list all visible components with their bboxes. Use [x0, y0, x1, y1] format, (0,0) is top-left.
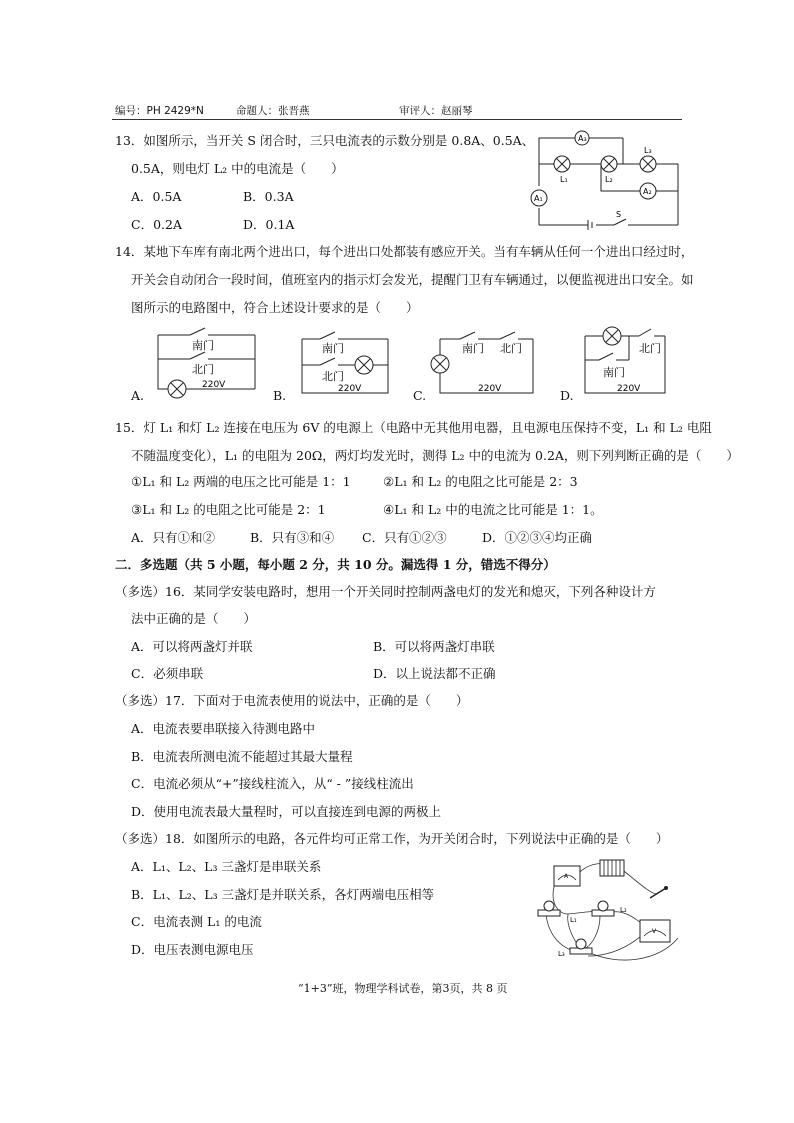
q14-d-north: 北门 — [639, 342, 661, 355]
q14-circuit-d — [577, 322, 677, 400]
q14-line2: 开关会自动闭合一段时间，值班室内的指示灯会发光，提醒门卫有车辆通过，以便监视进出口安全。如 — [131, 272, 694, 287]
q16-option-c: C．必须串联 — [131, 666, 204, 681]
q15-option-b: B．只有③和④ — [250, 530, 335, 545]
reviewer: 审评人：赵丽琴 — [399, 105, 473, 117]
q18-option-c: C．电流表测 L₁ 的电流 — [131, 914, 262, 929]
q15-line2: 不随温度变化），L₁ 的电阻为 20Ω，两灯均发光时，测得 L₂ 中的电流为 0.2A，则下列判断正确的是（ ） — [131, 448, 739, 463]
q14-option-d: D. — [560, 388, 574, 403]
q16-line2: 法中正确的是（ ） — [131, 611, 257, 626]
q14-line3: 图所示的电路图中，符合上述设计要求的是（ ） — [131, 300, 419, 315]
q18-l2-label: L₂ — [620, 906, 627, 914]
q17-option-c: C．电流必须从“+”接线柱流入，从“ - ”接线柱流出 — [131, 776, 414, 791]
q17-option-b: B．电流表所测电流不能超过其最大量程 — [131, 749, 353, 764]
q14-option-a: A. — [131, 388, 145, 403]
q14-a-voltage: 220V — [202, 380, 226, 390]
q13-circuit-diagram — [528, 128, 688, 230]
q17-option-d: D．使用电流表最大量程时，可以直接连到电源的两极上 — [131, 804, 442, 819]
q13-option-b: B．0.3A — [243, 189, 294, 204]
q14-option-c: C. — [413, 388, 427, 403]
q13-a1-label: A₁ — [534, 194, 543, 203]
q18-line1: （多选）18．如图所示的电路，各元件均可正常工作，为开关闭合时，下列说法中正确的是（ ） — [115, 831, 669, 846]
q15-statement-2: ②L₁ 和 L₂ 的电阻之比可能是 2：3 — [383, 474, 578, 489]
q18-option-b: B．L₁、L₂、L₃ 三盏灯是并联关系，各灯两端电压相等 — [131, 887, 435, 902]
q17-option-a: A．电流表要串联接入待测电路中 — [131, 721, 316, 736]
q14-circuit-b — [290, 325, 400, 400]
page-footer: “1+3”班，物理学科试卷，第3页，共 8 页 — [298, 982, 508, 995]
q14-c-north: 北门 — [500, 342, 522, 355]
q17-line1: （多选）17．下面对于电流表使用的说法中，正确的是（ ） — [115, 693, 469, 708]
q15-option-c: C．只有①②③ — [362, 530, 447, 545]
q13-line1: 13．如图所示，当开关 S 闭合时，三只电流表的示数分别是 0.8A、0.5A、 — [115, 133, 535, 148]
q18-circuit-diagram — [528, 852, 688, 972]
q18-l1-label: L₁ — [570, 916, 577, 924]
q13-l2-label: L₂ — [605, 175, 613, 184]
q18-voltmeter-label: V — [652, 928, 657, 935]
q15-line1: 15．灯 L₁ 和灯 L₂ 连接在电压为 6V 的电源上（电路中无其他用电器，且电源电压保持不变，L₁ 和 L₂ 电阻 — [115, 420, 712, 435]
header-rule — [112, 119, 682, 120]
q15-statement-3: ③L₁ 和 L₂ 的电阻之比可能是 2：1 — [131, 502, 326, 517]
q14-d-south: 南门 — [603, 366, 625, 379]
q13-option-a: A．0.5A — [131, 189, 182, 204]
q14-b-voltage: 220V — [338, 384, 362, 394]
q18-option-d: D．电压表测电源电压 — [131, 942, 254, 957]
q18-option-a: A．L₁、L₂、L₃ 三盏灯是串联关系 — [131, 859, 322, 874]
q13-a3-label: A₃ — [578, 134, 587, 143]
q13-s-label: S — [616, 210, 622, 219]
q14-a-south: 南门 — [192, 339, 214, 352]
q15-option-d: D．①②③④均正确 — [482, 530, 593, 545]
q14-circuit-c — [428, 325, 548, 400]
exam-code: 编号：PH 2429*N — [115, 105, 204, 117]
q13-l3-label: L₃ — [644, 146, 652, 155]
section-2-title: 二．多选题（共 5 小题，每小题 2 分，共 10 分。漏选得 1 分，错选不得分） — [115, 557, 556, 572]
q15-statement-1: ①L₁ 和 L₂ 两端的电压之比可能是 1：1 — [131, 474, 351, 489]
q14-line1: 14．某地下车库有南北两个进出口，每个进出口处都装有感应开关。当有车辆从任何一个进出口经过时， — [115, 244, 694, 259]
q15-option-a: A．只有①和② — [131, 530, 216, 545]
q14-b-south: 南门 — [322, 342, 344, 355]
q13-l1-label: L₁ — [560, 175, 568, 184]
q14-c-south: 南门 — [462, 342, 484, 355]
q13-option-c: C．0.2A — [131, 217, 182, 232]
q16-option-a: A．可以将两盏灯并联 — [131, 639, 253, 654]
q14-a-north: 北门 — [192, 363, 214, 376]
q18-ammeter-label: A — [564, 873, 569, 880]
author: 命题人：张晋燕 — [236, 105, 310, 117]
q14-circuit-a — [150, 325, 270, 400]
q13-a2-label: A₂ — [643, 187, 652, 196]
q18-l3-label: L₃ — [558, 950, 565, 958]
q13-option-d: D．0.1A — [243, 217, 295, 232]
q16-line1: （多选）16．某同学安装电路时，想用一个开关同时控制两盏电灯的发光和熄灭，下列各种设计方 — [115, 584, 656, 599]
q16-option-b: B．可以将两盏灯串联 — [373, 639, 495, 654]
q15-statement-4: ④L₁ 和 L₂ 中的电流之比可能是 1：1。 — [383, 502, 603, 517]
q13-line2: 0.5A，则电灯 L₂ 中的电流是（ ） — [131, 161, 344, 176]
q14-c-voltage: 220V — [478, 384, 502, 394]
q14-d-voltage: 220V — [617, 384, 641, 394]
q16-option-d: D．以上说法都不正确 — [373, 666, 496, 681]
q14-option-b: B. — [273, 388, 287, 403]
q14-b-north: 北门 — [322, 370, 344, 383]
